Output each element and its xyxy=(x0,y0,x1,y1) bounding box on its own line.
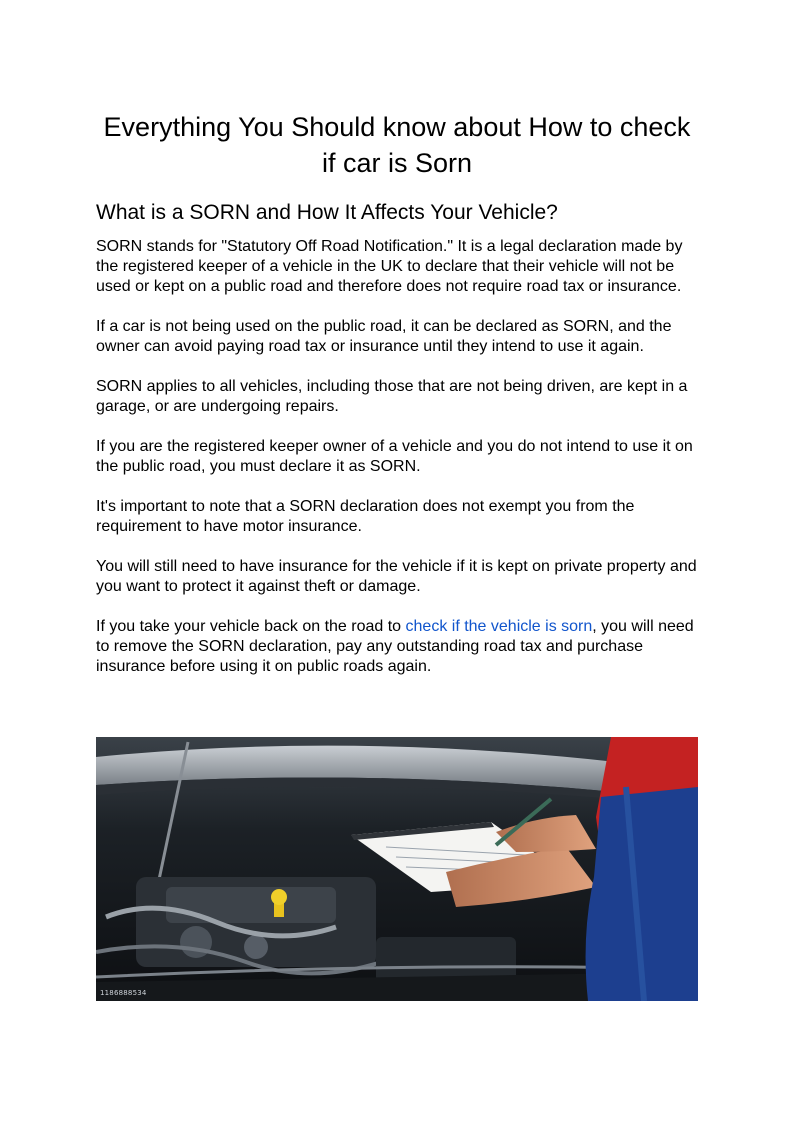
stock-photo-id: 1186888534 xyxy=(100,989,147,997)
sorn-check-link[interactable]: check if the vehicle is sorn xyxy=(405,618,593,635)
paragraph: It's important to note that a SORN declaration does not exempt you from the requirement to have motor insurance. xyxy=(96,498,635,535)
paragraph: If you are the registered keeper owner of a vehicle and you do not intend to use it on the public road, you must declare it as SORN. xyxy=(96,438,693,475)
section-heading: What is a SORN and How It Affects Your Vehicle? xyxy=(96,201,558,224)
photo-illustration xyxy=(96,737,698,1001)
paragraph-text: , you will need to remove the SORN declaration, pay any outstanding road tax and purchase insurance before using it on public roads again. xyxy=(96,618,694,675)
paragraph: You will still need to have insurance for the vehicle if it is kept on private property and you want to protect it against theft or damage. xyxy=(96,558,697,595)
paragraph: If a car is not being used on the public road, it can be declared as SORN, and the owner can avoid paying road tax or insurance until they intend to use it again. xyxy=(96,318,672,355)
article-body xyxy=(96,237,698,697)
page-title: Everything You Should know about How to check if car is Sorn xyxy=(103,112,691,178)
paragraph: SORN applies to all vehicles, including those that are not being driven, are kept in a garage, or are undergoing repairs. xyxy=(96,378,688,415)
mechanic-inspecting-engine-photo xyxy=(96,737,698,1001)
paragraph: SORN stands for "Statutory Off Road Notification." It is a legal declaration made by the registered keeper of a vehicle in the UK to declare that their vehicle will not be used or kept on a public road and therefore does not require road tax or insurance. xyxy=(96,238,683,295)
paragraph-with-link xyxy=(96,617,698,677)
paragraph-text: If you take your vehicle back on the road to xyxy=(96,618,406,635)
